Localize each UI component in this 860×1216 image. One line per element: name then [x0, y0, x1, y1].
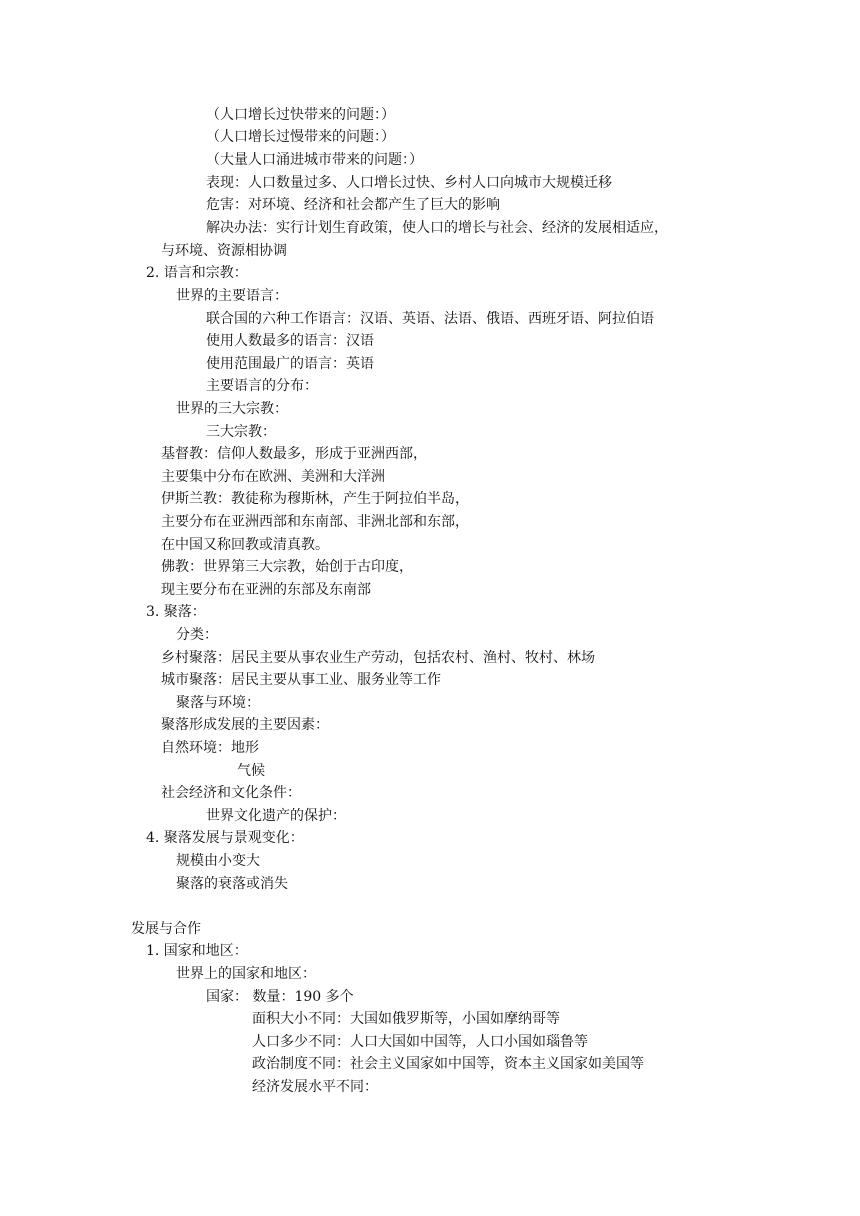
text-line: 使用范围最广的语言：英语 — [206, 356, 374, 372]
text-line: 使用人数最多的语言：汉语 — [206, 333, 374, 349]
text-line: 佛教：世界第三大宗教，始创于古印度， — [161, 559, 413, 575]
text-line: 现主要分布在亚洲的东部及东南部 — [161, 582, 371, 598]
subheading: 世界的三大宗教： — [176, 401, 288, 417]
text-line: 社会经济和文化条件： — [161, 785, 301, 801]
text-line: 联合国的六种工作语言：汉语、英语、法语、俄语、西班牙语、阿拉伯语 — [206, 311, 654, 327]
text-line: 乡村聚落：居民主要从事农业生产劳动，包括农村、渔村、牧村、林场 — [161, 650, 595, 666]
text-line: 危害：对环境、经济和社会都产生了巨大的影响 — [206, 197, 500, 213]
text-line: 政治制度不同：社会主义国家如中国等，资本主义国家如美国等 — [252, 1056, 644, 1072]
text-line: （人口增长过慢带来的问题：） — [206, 129, 395, 145]
text-line: 气候 — [237, 763, 265, 779]
text-line: 城市聚落：居民主要从事工业、服务业等工作 — [161, 672, 441, 688]
text-line: 表现：人口数量过多、人口增长过快、乡村人口向城市大规模迁移 — [206, 175, 612, 191]
text-line: 聚落的衰落或消失 — [176, 876, 288, 892]
text-line: 经济发展水平不同： — [252, 1079, 378, 1095]
section-heading: 4. 聚落发展与景观变化： — [146, 830, 304, 846]
text-line: 人口多少不同：人口大国如中国等，人口小国如瑙鲁等 — [252, 1034, 588, 1050]
subheading: 世界上的国家和地区： — [176, 966, 316, 982]
text-line: 在中国又称回教或清真教。 — [161, 537, 329, 553]
text-line: 世界文化遗产的保护： — [206, 808, 346, 824]
subheading: 分类： — [176, 627, 218, 643]
text-line: 主要分布在亚洲西部和东南部、非洲北部和东部， — [161, 514, 469, 530]
subheading: 世界的主要语言： — [176, 288, 288, 304]
chapter-heading: 发展与合作 — [131, 921, 201, 937]
text-line: 主要语言的分布： — [206, 378, 318, 394]
section-heading: 2. 语言和宗教： — [146, 265, 248, 281]
section-heading: 1. 国家和地区： — [146, 943, 248, 959]
text-line: （大量人口涌进城市带来的问题：） — [206, 152, 423, 168]
text-line: 主要集中分布在欧洲、美洲和大洋洲 — [161, 469, 385, 485]
text-line: 自然环境：地形 — [161, 740, 259, 756]
text-line: 与环境、资源相协调 — [161, 243, 287, 259]
text-line: 伊斯兰教：教徒称为穆斯林，产生于阿拉伯半岛， — [161, 491, 469, 507]
text-line: 规模由小变大 — [176, 853, 260, 869]
text-line: 聚落形成发展的主要因素： — [161, 717, 329, 733]
text-line: 基督教：信仰人数最多，形成于亚洲西部， — [161, 446, 427, 462]
text-line: 三大宗教： — [206, 424, 276, 440]
section-heading: 3. 聚落： — [146, 604, 206, 620]
text-line: 面积大小不同：大国如俄罗斯等，小国如摩纳哥等 — [252, 1011, 560, 1027]
text-line: 国家： 数量：190 多个 — [206, 989, 354, 1005]
text-line: （人口增长过快带来的问题：） — [206, 107, 395, 123]
subheading: 聚落与环境： — [176, 695, 260, 711]
text-line: 解决办法：实行计划生育政策，使人口的增长与社会、经济的发展相适应， — [206, 220, 668, 236]
